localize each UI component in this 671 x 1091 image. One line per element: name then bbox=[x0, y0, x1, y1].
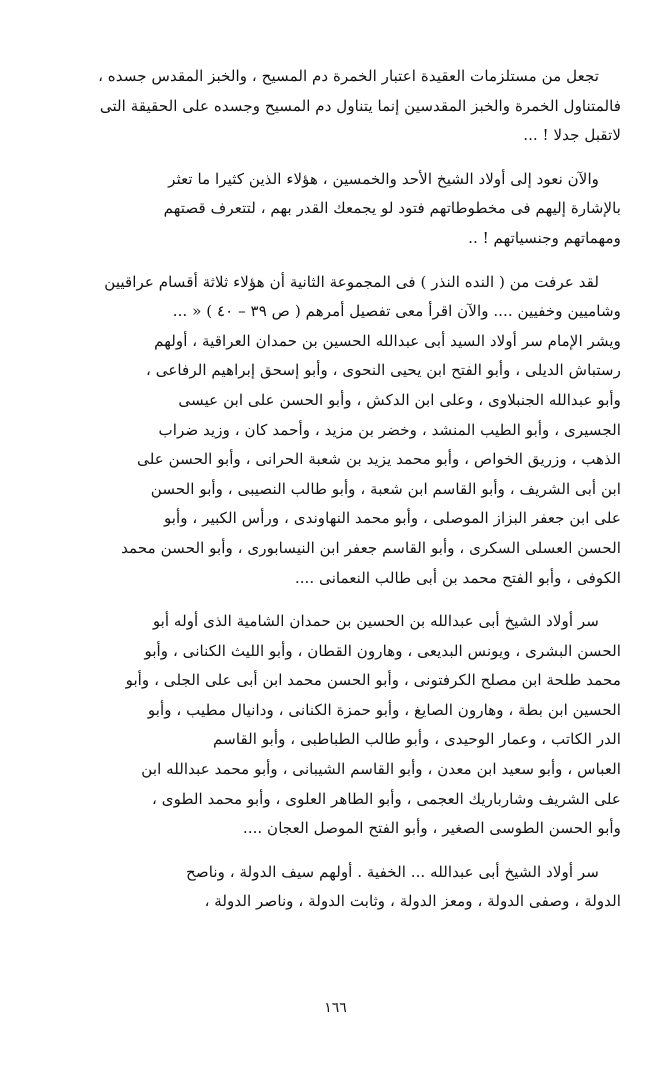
text-line: الحسن البشرى ، ويونس البديعى ، وهارون القطان ، وأبو الليث الكنانى ، وأبو bbox=[144, 641, 621, 660]
text-line: فالمتناول الخمرة والخبز المقدسين إنما يتناول دم المسيح وجسده على الحقيقة التى bbox=[99, 96, 621, 115]
text-line: على الشريف وشارباريك العجمى ، وأبو الطاهر العلوى ، وأبو محمد الطوى ، bbox=[151, 789, 621, 808]
text-line: الحسن العسلى السكرى ، وأبو القاسم جعفر ابن النيسابورى ، وأبو الحسن محمد bbox=[121, 538, 621, 557]
text-line: الجسيرى ، وأبو الطيب المنشد ، وخضر بن مزيد ، وأحمد كان ، وزيد ضراب bbox=[158, 420, 621, 439]
text-line: لقد عرفت من ( النده النذر ) فى المجموعة الثانية أن هؤلاء ثلاثة أقسام عراقيين bbox=[104, 272, 599, 291]
text-line: محمد طلحة ابن مصلح الكرفتونى ، وأبو الحسن محمد ابن أبى على الجلى ، وأبو bbox=[125, 671, 621, 690]
text-line: الدر الكاتب ، وعمار الوحيدى ، وأبو طالب الطباطبى ، وأبو القاسم bbox=[213, 730, 621, 749]
text-line: الدولة ، وصفى الدولة ، ومعز الدولة ، وثابت الدولة ، وناصر الدولة ، bbox=[204, 892, 621, 911]
text-line: الحسين ابن بطة ، وهارون الصايغ ، وأبو حمزة الكنانى ، ودانيال مطيب ، وأبو bbox=[147, 700, 621, 719]
text-line: سر أولاد الشيخ أبى عبدالله بن الحسين بن حمدان الشامية الذى أوله أبو bbox=[152, 612, 599, 631]
text-line: وشاميين وخفيين .... والآن اقرأ معى تفصيل أمرهم ( ص ٣٩ – ٤٠ ) « ... bbox=[172, 302, 621, 321]
paragraph-shami-list bbox=[60, 607, 621, 844]
text-line: تجعل من مستلزمات العقيدة اعتبار الخمرة دم المسيح ، والخبز المقدس جسده ، bbox=[98, 67, 599, 85]
page-number: ١٦٦ bbox=[324, 1000, 347, 1016]
paragraph-hidden-list bbox=[60, 858, 621, 917]
text-line: وأبو الحسن الطوسى الصغير ، وأبو الفتح الموصل العجان .... bbox=[242, 819, 621, 838]
text-line: العباس ، وأبو سعيد ابن معدن ، وأبو القاسم الشيبانى ، وأبو محمد عبدالله ابن bbox=[141, 760, 621, 779]
text-line: ومهماتهم وجنسياتهم ! .. bbox=[468, 228, 621, 247]
paragraph-iraqi-list bbox=[60, 268, 621, 594]
text-line: وأبو عبدالله الجنبلاوى ، وعلى ابن الدكش ، وأبو الحسن على ابن عيسى bbox=[178, 390, 621, 409]
text-line: سر أولاد الشيخ أبى عبدالله ... الخفية . أولهم سيف الدولة ، وناصح bbox=[186, 862, 599, 881]
text-line: الذهب ، وزريق الخواص ، وأبو محمد يزيد بن شعبة الحرانى ، وأبو الحسن على bbox=[137, 450, 621, 469]
text-line: والآن نعود إلى أولاد الشيخ الأحد والخمسين ، هؤلاء الذين كثيرا ما تعثر bbox=[168, 169, 599, 188]
text-line: ابن أبى الشريف ، وأبو القاسم ابن شعبة ، وأبو طالب النصيبى ، وأبو الحسن bbox=[150, 479, 621, 498]
text-line: الكوفى ، وأبو الفتح محمد بن أبى طالب النعمانى .... bbox=[294, 568, 621, 587]
text-line: على ابن جعفر البزاز الموصلى ، وأبو محمد النهاوندى ، ورأس الكبير ، وأبو bbox=[163, 509, 621, 528]
text-line: ويشر الإمام سر أولاد السيد أبى عبدالله الحسين بن حمدان العراقية ، أولهم bbox=[154, 331, 621, 350]
text-line: بالإشارة إليهم فى مخطوطاتهم فتود لو يجمعك القدر بهم ، لتتعرف قصتهم bbox=[163, 199, 621, 218]
text-line: لاتقبل جدلا ! ... bbox=[523, 126, 621, 145]
text-line: رستباش الديلى ، وأبو الفتح ابن يحيى النحوى ، وأبو إسحق إبراهيم الرفاعى ، bbox=[145, 361, 621, 380]
paragraph-communion bbox=[60, 62, 621, 151]
paragraph-sons-intro bbox=[60, 165, 621, 254]
